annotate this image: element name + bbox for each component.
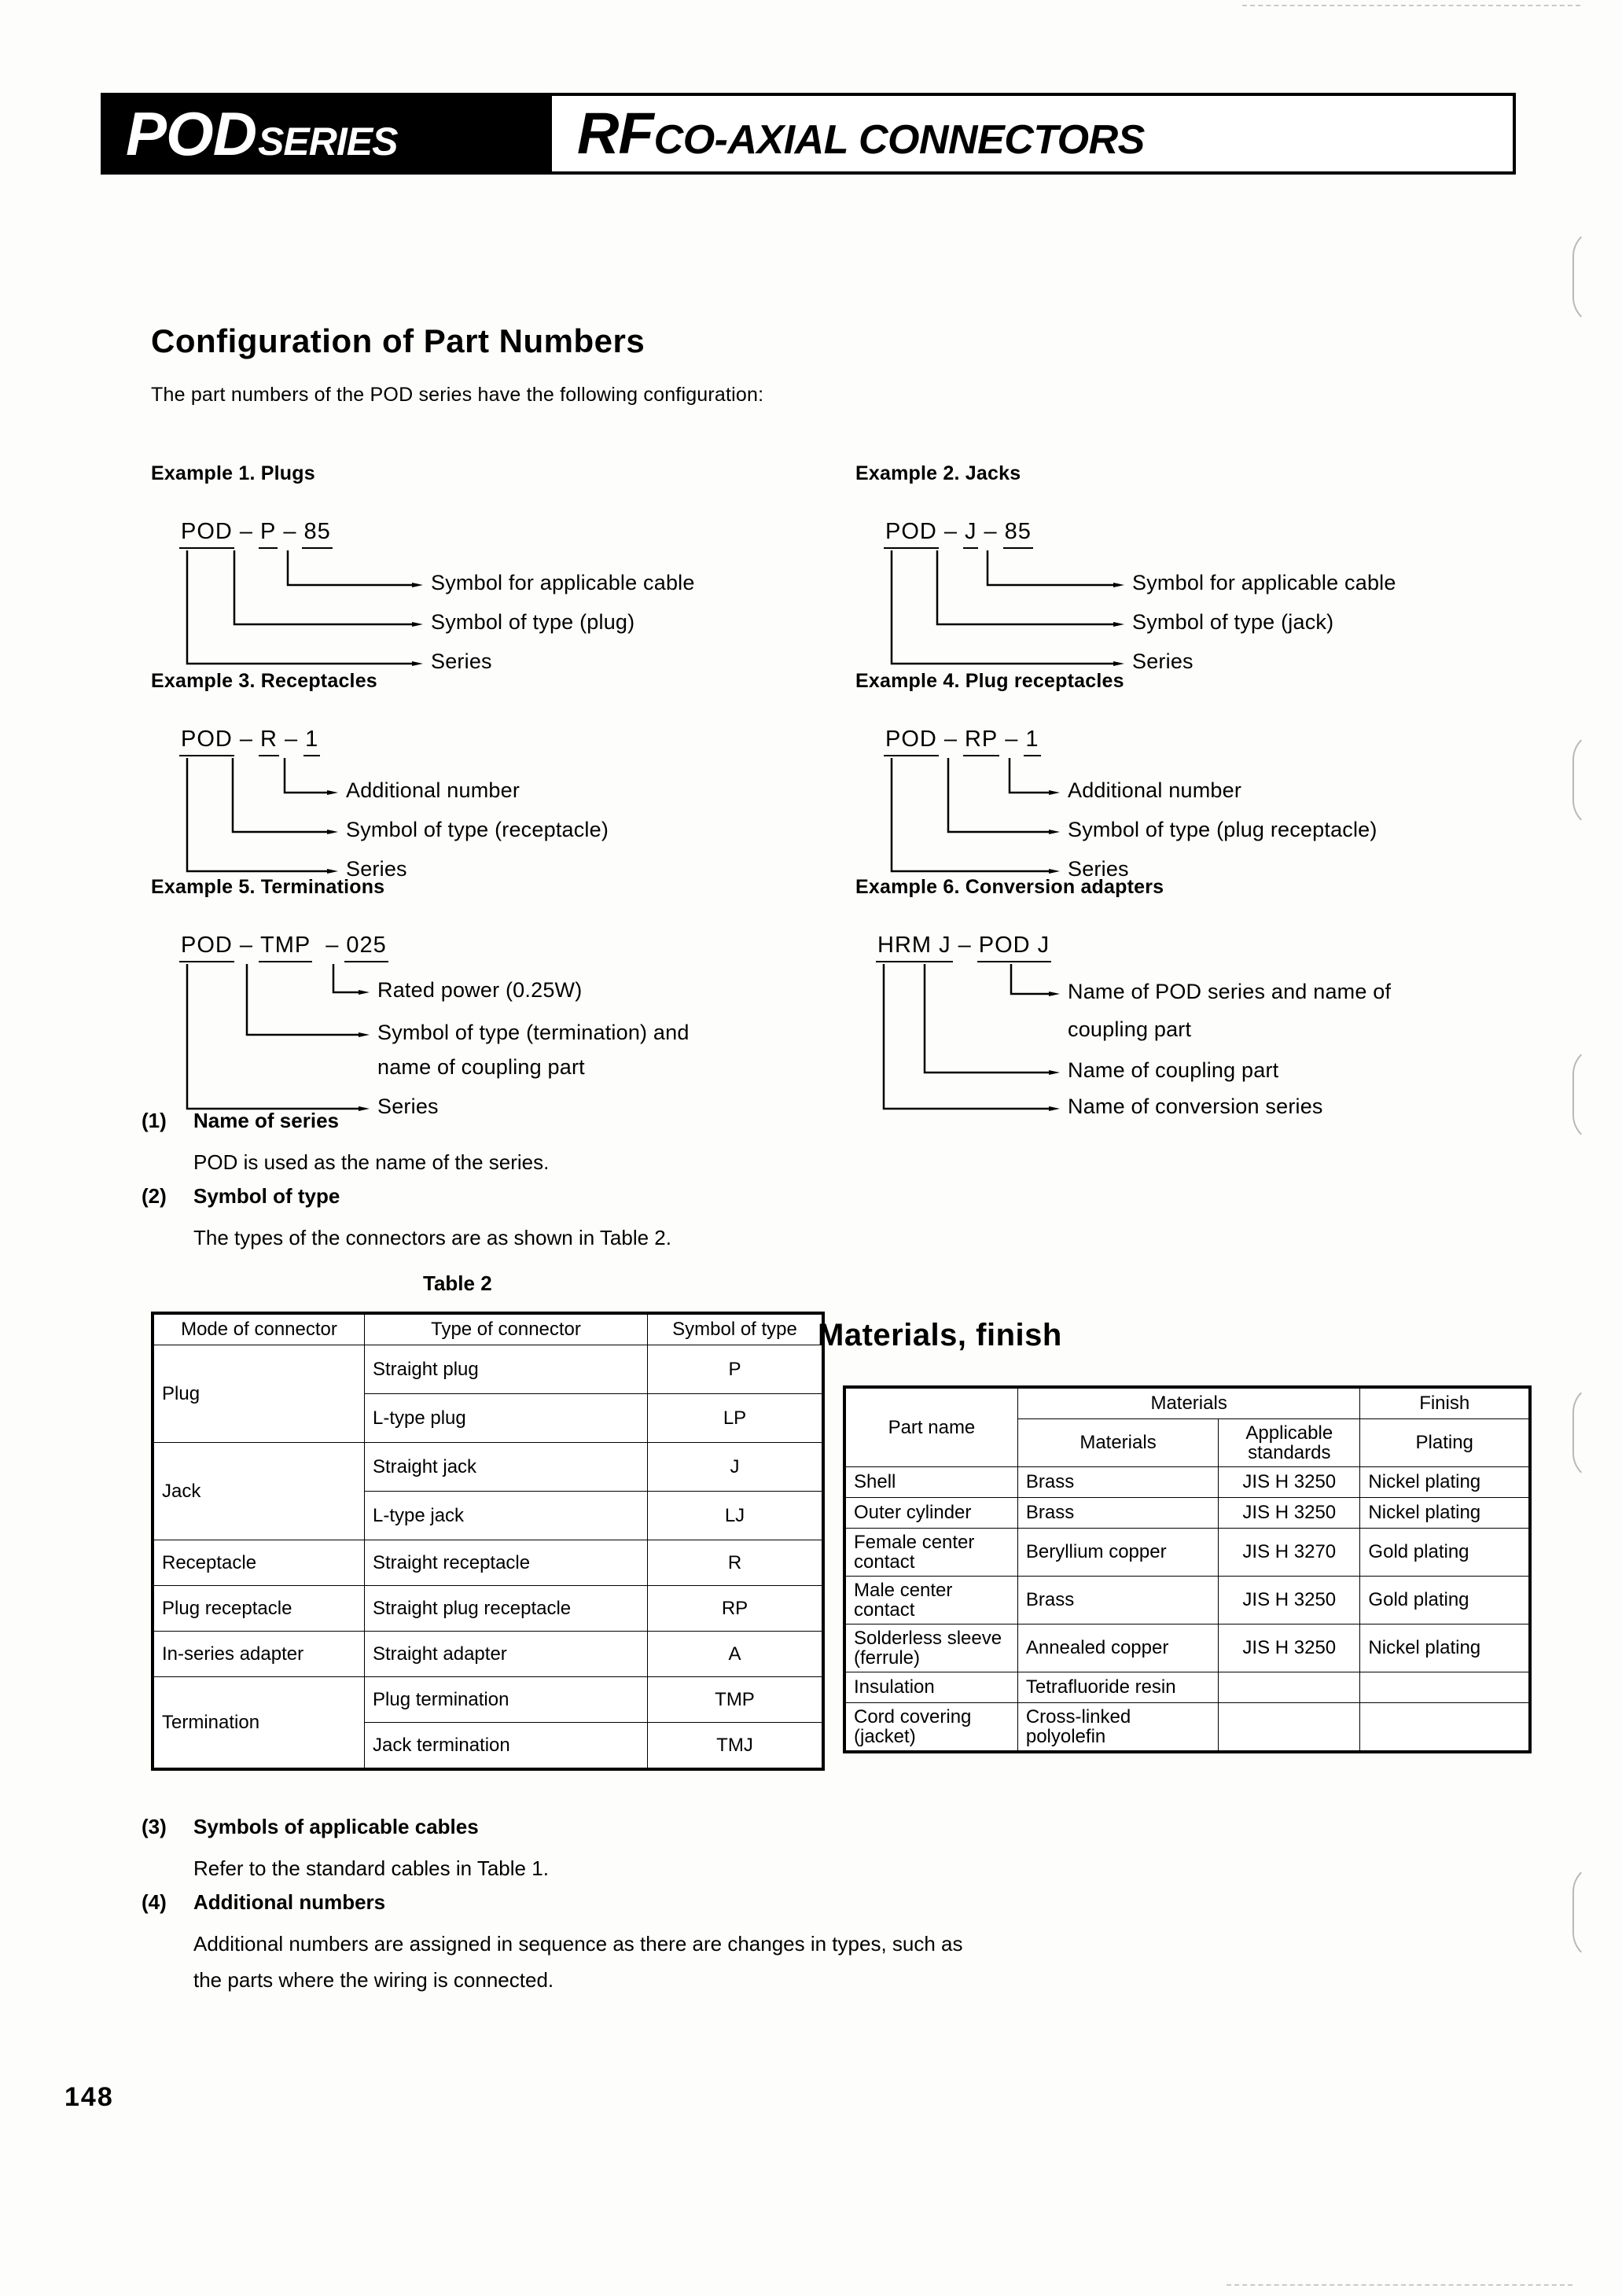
brand-pod-label: POD [126, 99, 257, 168]
example-3-heading: Example 3. Receptacles [151, 670, 377, 692]
example-5-label-type: Symbol of type (termination) and [377, 1021, 690, 1044]
table-2-type-ltype-jack: L-type jack [365, 1492, 648, 1540]
example-3-separator-2: – [284, 727, 299, 752]
example-6-segment-conversion: HRM J [876, 933, 953, 962]
example-3-label-series: Series [346, 857, 407, 881]
example-4-part-number [884, 727, 1041, 758]
note-4-number: (4) [142, 1890, 167, 1914]
header-title-coaxial: CO-AXIAL CONNECTORS [653, 117, 1145, 163]
example-4-diagram [884, 727, 1377, 881]
table-2-type-ltype-plug: L-type plug [365, 1394, 648, 1443]
example-5-label-power: Rated power (0.25W) [377, 978, 583, 1002]
materials-material-female-center-contact: Beryllium copper [1017, 1529, 1218, 1577]
materials-part-sleeve-line2: (ferrule) [854, 1647, 921, 1669]
table-2-col-mode: Mode of connector [154, 1315, 365, 1345]
materials-material-cord-line1: Cross-linked [1025, 1706, 1131, 1728]
page-number: 148 [64, 2082, 114, 2112]
example-2-label-type: Symbol of type (jack) [1132, 610, 1334, 634]
example-6-label-conversion: Name of conversion series [1068, 1095, 1323, 1118]
materials-subcol-materials: Materials [1017, 1419, 1218, 1467]
example-1-part-number [179, 519, 333, 550]
materials-material-male-center-contact: Brass [1017, 1577, 1218, 1624]
table-2-symbol-tmp: TMP [648, 1677, 822, 1723]
example-6-diagram [876, 933, 1392, 1118]
table-row [846, 1703, 1529, 1751]
table-2-header-row [154, 1315, 822, 1345]
margin-arc-mark [1572, 1046, 1601, 1143]
scan-artifact-top-dashes [1242, 5, 1580, 6]
table-row [154, 1677, 822, 1723]
example-5-label-series: Series [377, 1095, 439, 1118]
table-2-symbol-tmj: TMJ [648, 1723, 822, 1768]
note-4-title: Additional numbers [193, 1890, 386, 1914]
table-2-type-straight-receptacle: Straight receptacle [365, 1540, 648, 1586]
note-1-title: Name of series [193, 1109, 339, 1132]
example-2-label-series: Series [1132, 649, 1194, 673]
example-6-label-coupling: Name of coupling part [1068, 1058, 1279, 1082]
materials-material-cord-covering [1017, 1703, 1218, 1751]
margin-arc-mark [1572, 1384, 1601, 1481]
example-1-diagram [179, 519, 695, 673]
materials-section-title: Materials, finish [818, 1318, 1062, 1352]
materials-part-solderless-sleeve [846, 1624, 1018, 1672]
example-6-label-pod: Name of POD series and name of [1068, 980, 1392, 1003]
example-6-heading: Example 6. Conversion adapters [855, 876, 1164, 898]
table-2-symbol-a: A [648, 1632, 822, 1677]
table-2-type-jack-termination: Jack termination [365, 1723, 648, 1768]
table-row [154, 1632, 822, 1677]
example-5-segment-power: 025 [344, 933, 388, 962]
materials-part-male-line2: contact [854, 1599, 915, 1621]
table-2-mode-receptacle: Receptacle [154, 1540, 365, 1586]
example-1-segment-series: POD [179, 519, 234, 549]
table-2-symbol-p: P [648, 1345, 822, 1394]
table-row [154, 1443, 822, 1492]
example-4-label-series: Series [1068, 857, 1129, 881]
brand-series-label: SERIES [258, 120, 398, 164]
scan-artifact-bottom-dashes [1227, 2284, 1572, 2286]
note-2-title: Symbol of type [193, 1184, 340, 1208]
materials-material-solderless-sleeve: Annealed copper [1017, 1624, 1218, 1672]
example-4-segment-number: 1 [1024, 727, 1040, 756]
margin-arc-mark [1572, 1864, 1601, 1961]
materials-standard-outer-cylinder: JIS H 3250 [1219, 1498, 1360, 1529]
page-title: Configuration of Part Numbers [151, 322, 645, 359]
materials-subcol-applicable-line2: standards [1248, 1442, 1331, 1463]
table-2-symbol-lj: LJ [648, 1492, 822, 1540]
example-2-diagram [884, 519, 1396, 673]
example-1-label-cable: Symbol for applicable cable [431, 571, 695, 594]
example-3-diagram [179, 727, 609, 881]
materials-part-shell: Shell [846, 1467, 1018, 1498]
materials-standard-female-center-contact: JIS H 3270 [1219, 1529, 1360, 1577]
table-2-type-straight-plug: Straight plug [365, 1345, 648, 1394]
materials-material-shell: Brass [1017, 1467, 1218, 1498]
materials-standard-insulation [1219, 1672, 1360, 1703]
table-2 [151, 1312, 825, 1771]
example-2-label-cable: Symbol for applicable cable [1132, 571, 1396, 594]
materials-plating-insulation [1360, 1672, 1529, 1703]
note-3-body-line-1: Refer to the standard cables in Table 1. [193, 1856, 549, 1880]
example-2-heading: Example 2. Jacks [855, 462, 1021, 484]
example-1-segment-cable: 85 [302, 519, 332, 549]
materials-subcol-plating: Plating [1360, 1419, 1529, 1467]
note-4-body-line-2: the parts where the wiring is connected. [193, 1968, 554, 1992]
margin-arc-mark [1572, 228, 1601, 326]
materials-subcol-applicable-standards [1219, 1419, 1360, 1467]
example-2-segment-series: POD [884, 519, 939, 549]
table-row [846, 1577, 1529, 1624]
table-2-type-straight-plug-receptacle: Straight plug receptacle [365, 1586, 648, 1632]
header-title-rf: RF [577, 101, 653, 166]
table-row [154, 1540, 822, 1586]
table-row [846, 1467, 1529, 1498]
materials-part-sleeve-line1: Solderless sleeve [854, 1628, 1002, 1649]
example-4-segment-series: POD [884, 727, 939, 756]
example-5-segment-type: TMP [259, 933, 312, 962]
table-2-symbol-r: R [648, 1540, 822, 1586]
materials-plating-cord-covering [1360, 1703, 1529, 1751]
table-2-mode-plug: Plug [154, 1345, 365, 1443]
note-2-number: (2) [142, 1184, 167, 1208]
example-3-label-type: Symbol of type (receptacle) [346, 818, 609, 841]
table-2-col-symbol: Symbol of type [648, 1315, 822, 1345]
materials-plating-female-center-contact: Gold plating [1360, 1529, 1529, 1577]
table-2-type-straight-jack: Straight jack [365, 1443, 648, 1492]
note-4-body-line-1: Additional numbers are assigned in sequence as there are changes in types, such as [193, 1932, 963, 1956]
materials-header-row-top [846, 1389, 1529, 1419]
materials-plating-solderless-sleeve: Nickel plating [1360, 1624, 1529, 1672]
materials-standard-solderless-sleeve: JIS H 3250 [1219, 1624, 1360, 1672]
materials-material-cord-line2: polyolefin [1025, 1726, 1106, 1747]
materials-standard-male-center-contact: JIS H 3250 [1219, 1577, 1360, 1624]
table-2-col-type: Type of connector [365, 1315, 648, 1345]
example-1-separator-2: – [283, 519, 297, 544]
materials-standard-shell: JIS H 3250 [1219, 1467, 1360, 1498]
example-5-diagram [179, 933, 690, 1118]
example-1-heading: Example 1. Plugs [151, 462, 315, 484]
example-6-part-number [876, 933, 1051, 964]
example-2-separator-1: – [943, 519, 958, 544]
example-5-segment-series: POD [179, 933, 234, 962]
example-3-separator-1: – [239, 727, 253, 752]
table-row [846, 1672, 1529, 1703]
example-2-segment-cable: 85 [1003, 519, 1033, 549]
table-2-mode-termination: Termination [154, 1677, 365, 1768]
brand-block [104, 96, 552, 171]
example-5-separator-1: – [239, 933, 253, 958]
materials-part-female-line2: contact [854, 1551, 915, 1573]
example-4-separator-2: – [1005, 727, 1019, 752]
table-2-caption: Table 2 [423, 1271, 492, 1295]
table-2-symbol-lp: LP [648, 1394, 822, 1443]
example-4-heading: Example 4. Plug receptacles [855, 670, 1124, 692]
note-2-body: The types of the connectors are as shown in Table 2. [193, 1226, 671, 1249]
table-2-mode-jack: Jack [154, 1443, 365, 1540]
example-6-segment-pod: POD J [977, 933, 1051, 962]
materials-plating-male-center-contact: Gold plating [1360, 1577, 1529, 1624]
materials-standard-cord-covering [1219, 1703, 1360, 1751]
table-2-symbol-rp: RP [648, 1586, 822, 1632]
table-row [154, 1586, 822, 1632]
materials-part-cord-line2: (jacket) [854, 1726, 916, 1747]
example-3-part-number [179, 727, 320, 758]
materials-part-cord-line1: Cord covering [854, 1706, 972, 1728]
materials-part-cord-covering [846, 1703, 1018, 1751]
note-3-title: Symbols of applicable cables [193, 1815, 479, 1838]
note-1-body: POD is used as the name of the series. [193, 1150, 550, 1174]
section-intro-text: The part numbers of the POD series have the following configuration: [151, 384, 764, 406]
table-row [154, 1345, 822, 1394]
materials-material-insulation: Tetrafluoride resin [1017, 1672, 1218, 1703]
example-4-label-number: Additional number [1068, 778, 1242, 802]
example-1-segment-type: P [259, 519, 278, 549]
example-5-label-type-continued: name of coupling part [377, 1055, 585, 1079]
materials-part-female-center-contact [846, 1529, 1018, 1577]
materials-plating-shell: Nickel plating [1360, 1467, 1529, 1498]
example-3-segment-series: POD [179, 727, 234, 756]
example-3-segment-type: R [259, 727, 279, 756]
table-row [846, 1498, 1529, 1529]
table-2-type-straight-adapter: Straight adapter [365, 1632, 648, 1677]
materials-col-part-name: Part name [846, 1389, 1018, 1467]
table-2-symbol-j: J [648, 1443, 822, 1492]
materials-col-materials-group: Materials [1017, 1389, 1360, 1419]
example-1-label-series: Series [431, 649, 492, 673]
note-1-number: (1) [142, 1109, 167, 1132]
materials-part-male-line1: Male center [854, 1580, 953, 1601]
example-3-label-number: Additional number [346, 778, 520, 802]
materials-part-male-center-contact [846, 1577, 1018, 1624]
materials-part-female-line1: Female center [854, 1532, 975, 1553]
margin-arc-mark [1572, 731, 1601, 829]
example-4-separator-1: – [943, 727, 958, 752]
example-4-label-type: Symbol of type (plug receptacle) [1068, 818, 1377, 841]
table-2-mode-in-series-adapter: In-series adapter [154, 1632, 365, 1677]
example-6-label-pod-continued: coupling part [1068, 1017, 1192, 1041]
table-row [846, 1624, 1529, 1672]
table-row [846, 1529, 1529, 1577]
example-2-separator-2: – [984, 519, 998, 544]
table-2-type-plug-termination: Plug termination [365, 1677, 648, 1723]
page-header-banner [101, 93, 1516, 175]
example-2-segment-type: J [963, 519, 979, 549]
example-1-label-type: Symbol of type (plug) [431, 610, 635, 634]
example-5-part-number [179, 933, 388, 964]
note-3-number: (3) [142, 1815, 167, 1838]
materials-part-outer-cylinder: Outer cylinder [846, 1498, 1018, 1529]
materials-subcol-applicable-line1: Applicable [1245, 1422, 1333, 1444]
example-6-separator-1: – [958, 933, 972, 958]
header-title-block [552, 96, 1513, 171]
materials-part-insulation: Insulation [846, 1672, 1018, 1703]
materials-col-finish-group: Finish [1360, 1389, 1529, 1419]
example-2-part-number [884, 519, 1033, 550]
materials-table [843, 1385, 1532, 1753]
materials-material-outer-cylinder: Brass [1017, 1498, 1218, 1529]
example-5-separator-2: – [326, 933, 340, 958]
example-5-heading: Example 5. Terminations [151, 876, 385, 898]
example-4-segment-type: RP [963, 727, 999, 756]
example-1-separator-1: – [239, 519, 253, 544]
example-3-segment-number: 1 [303, 727, 320, 756]
materials-plating-outer-cylinder: Nickel plating [1360, 1498, 1529, 1529]
table-2-mode-plug-receptacle: Plug receptacle [154, 1586, 365, 1632]
